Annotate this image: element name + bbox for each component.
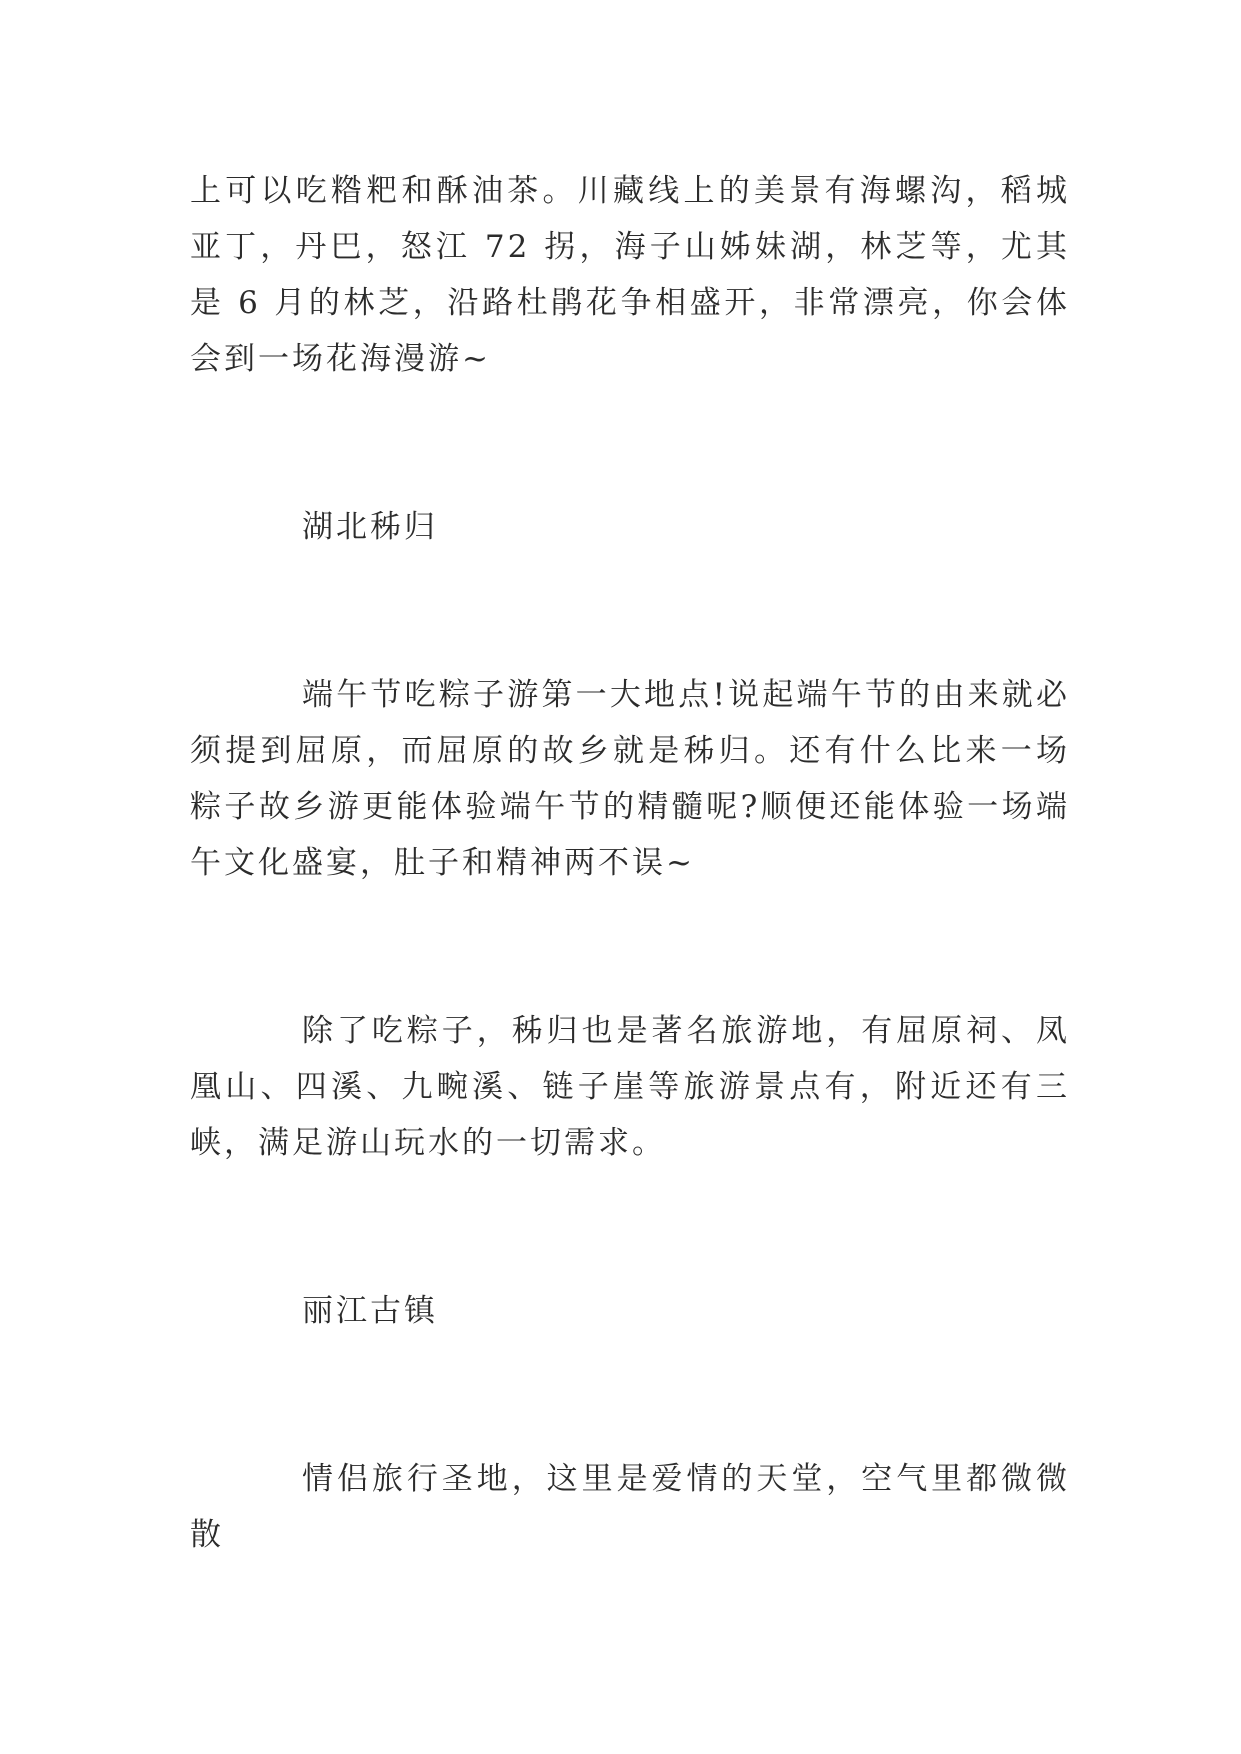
paragraph-lijiang-intro: 情侣旅行圣地，这里是爱情的天堂，空气里都微微散 [190, 1461, 1070, 1553]
paragraph-zigui-dragon-boat: 端午节吃粽子游第一大地点!说起端午节的由来就必须提到屈原，而屈原的故乡就是秭归。还有什么比来一场粽子故乡游更能体验端午节的精髓呢?顺便还能体验一场端午文化盛宴，肚子和精神两不误~ [190, 677, 1070, 881]
section-heading-hubei-zigui: 湖北秭归 [302, 509, 438, 545]
paragraph-spacer [190, 891, 1070, 1003]
paragraph-spacer [190, 1171, 1070, 1283]
document-body [190, 163, 1070, 1563]
paragraph-zigui-attractions: 除了吃粽子，秭归也是著名旅游地，有屈原祠、凤凰山、四溪、九畹溪、链子崖等旅游景点有，附近还有三峡，满足游山玩水的一切需求。 [190, 1013, 1070, 1161]
paragraph-spacer [190, 387, 1070, 499]
paragraph-spacer [190, 1339, 1070, 1451]
section-heading-lijiang-old-town: 丽江古镇 [302, 1293, 438, 1329]
paragraph-spacer [190, 555, 1070, 667]
paragraph-sichuan-tibet-scenery: 上可以吃糌粑和酥油茶。川藏线上的美景有海螺沟，稻城亚丁，丹巴，怒江 72 拐，海子山姊妹湖，林芝等，尤其是 6 月的林芝，沿路杜鹃花争相盛开，非常漂亮，你会体会到一场花海漫游~ [190, 173, 1070, 377]
